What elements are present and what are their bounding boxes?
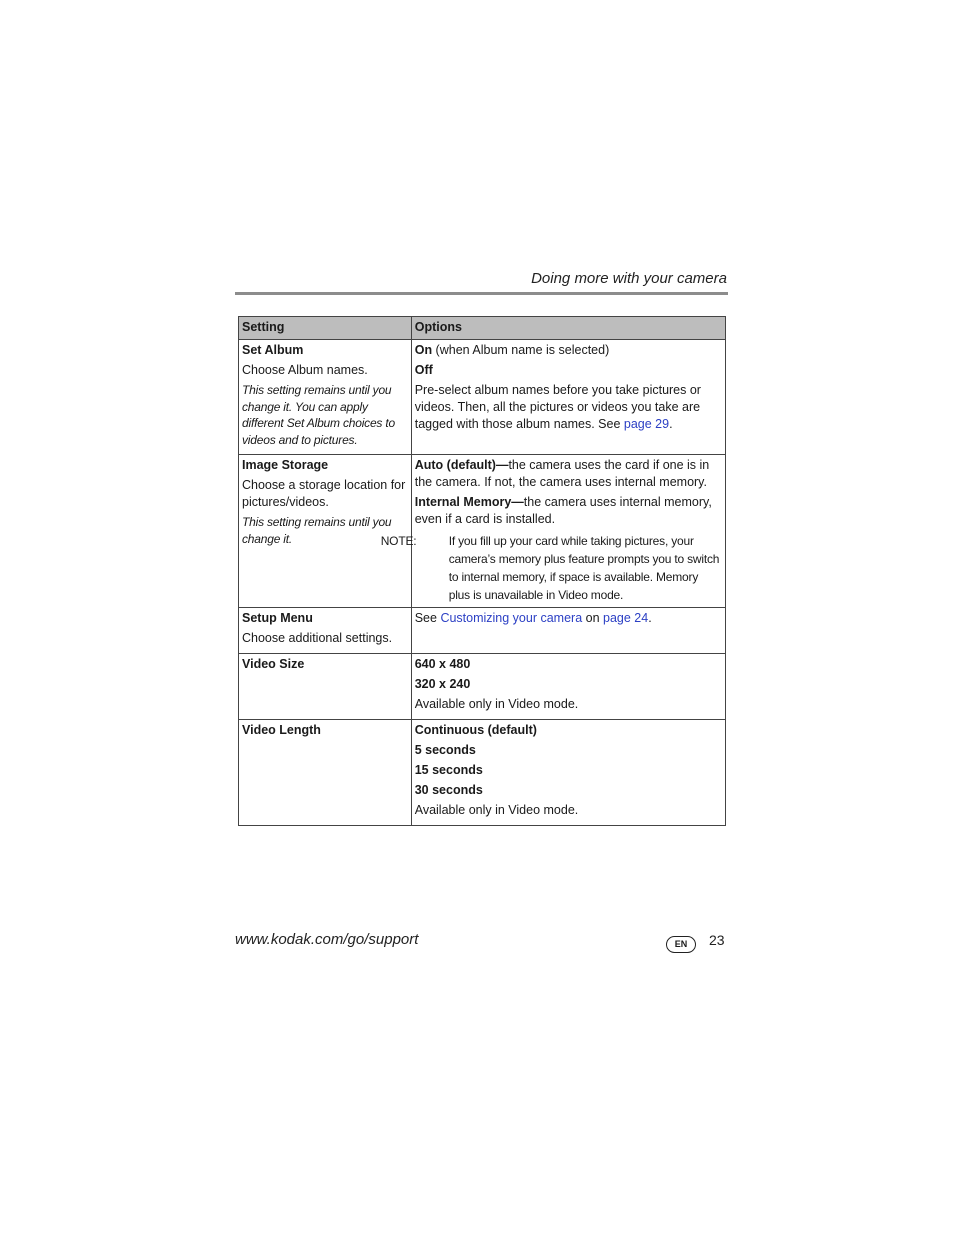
page-24-link[interactable]: page 24 <box>603 611 649 625</box>
table-row <box>239 608 726 654</box>
settings-table <box>238 316 726 826</box>
page-29-link[interactable]: page 29 <box>623 417 670 431</box>
option-description: the camera uses the card if one is in the camera. If not, the camera uses internal memory. <box>414 458 710 489</box>
option-item: 5 seconds <box>414 743 476 757</box>
setting-cell <box>239 654 412 720</box>
header-divider <box>235 292 728 295</box>
option-item <box>415 494 722 528</box>
options-cell <box>411 720 725 826</box>
setting-cell <box>239 720 412 826</box>
option-description: (when Album name is selected) <box>432 343 610 357</box>
setting-name: Setup Menu <box>242 611 313 625</box>
option-text: Pre-select album names before you take pictures or videos. Then, all the pictures or videos you take are tagged with those album names. See <box>414 383 701 431</box>
setting-note: This setting remains until you change it. <box>242 515 392 546</box>
option-description: Available only in Video mode. <box>414 697 579 711</box>
options-cell <box>411 340 725 455</box>
setting-name: Video Size <box>242 657 305 671</box>
option-item: 640 x 480 <box>414 657 471 671</box>
option-item <box>415 610 722 627</box>
option-item <box>415 342 722 359</box>
option-text-end: . <box>648 611 652 625</box>
note-block <box>380 532 722 604</box>
column-header-options: Options <box>411 317 725 340</box>
setting-note: This setting remains until you change it. You can apply different Set Album choices to videos and to pictures. <box>242 383 395 447</box>
option-item: 320 x 240 <box>414 677 471 691</box>
setting-description: Choose additional settings. <box>242 631 393 645</box>
option-item: 15 seconds <box>414 763 483 777</box>
setting-name: Set Album <box>242 343 304 357</box>
setting-cell <box>239 455 412 608</box>
note-text: If you fill up your card while taking pictures, your camera’s memory plus feature prompts you to switch to internal memory, if space is available. Memory plus is unavailable in Video mode. <box>448 534 720 602</box>
page-number: 23 <box>709 932 725 948</box>
option-item: Off <box>414 363 433 377</box>
cell-spacer <box>415 436 722 444</box>
setting-description: Choose a storage location for pictures/videos. <box>242 478 406 509</box>
table-header-row <box>239 317 726 340</box>
setting-cell <box>239 340 412 455</box>
option-text-end: . <box>669 417 673 431</box>
options-cell <box>380 455 725 608</box>
language-badge: EN <box>666 936 696 953</box>
option-label: Internal Memory— <box>414 495 524 509</box>
setting-name: Image Storage <box>242 458 329 472</box>
option-label: On <box>414 343 433 357</box>
table-row <box>239 654 726 720</box>
setting-cell <box>239 608 412 654</box>
option-label: Auto (default)— <box>414 458 509 472</box>
option-description: the camera uses internal memory, even if a card is installed. <box>414 495 712 526</box>
options-cell <box>411 654 725 720</box>
column-header-setting: Setting <box>239 317 412 340</box>
customizing-camera-link[interactable]: Customizing your camera <box>440 611 583 625</box>
setting-description: Choose Album names. <box>242 363 368 377</box>
option-text: on <box>582 611 604 625</box>
support-url-link[interactable]: www.kodak.com/go/support <box>235 931 419 948</box>
option-item: 30 seconds <box>414 783 483 797</box>
option-item <box>415 457 722 491</box>
running-header-title: Doing more with your camera <box>531 270 727 287</box>
option-text: See <box>414 611 441 625</box>
option-item: Continuous (default) <box>414 723 537 737</box>
note-label: NOTE: <box>380 534 417 548</box>
option-description <box>415 382 722 433</box>
table-row <box>239 455 726 608</box>
setting-name: Video Length <box>242 723 321 737</box>
option-description: Available only in Video mode. <box>414 803 579 817</box>
table-row <box>239 720 726 826</box>
table-row <box>239 340 726 455</box>
options-cell <box>411 608 725 654</box>
